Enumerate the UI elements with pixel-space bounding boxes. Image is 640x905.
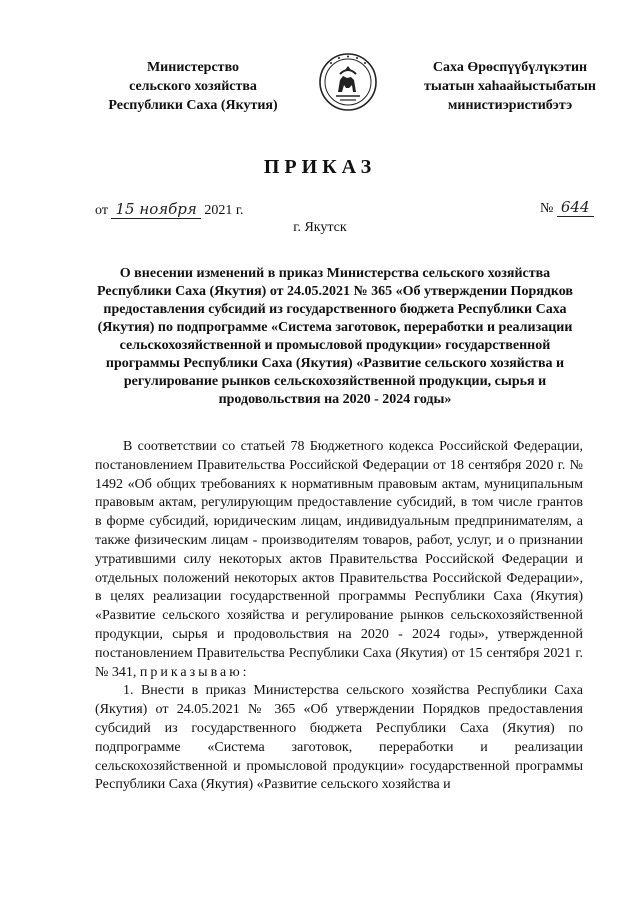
ministry-sakha-line: тыатын хаһаайыстыбатын bbox=[424, 79, 596, 94]
date-month: ноября bbox=[139, 200, 197, 218]
order-number bbox=[540, 198, 594, 217]
date-prefix: от bbox=[95, 203, 108, 218]
ministry-sakha-line: министиэристибэтэ bbox=[447, 98, 573, 113]
city: г. Якутск bbox=[293, 220, 347, 235]
paragraph-text: В соответствии со статьей 78 Бюджетного кодекса Российской Федерации, постановлением Правительства Российской Федерации от 18 сентября 2020 г. № 1492 «Об общих требованиях к нормативным правовым актам, муниципальным правовым актам, регулирующим предоставление субсидий, в том числе грантов в форме субсидий, юридическим лицам, индивидуальным предпринимателям, а также физическим лицам - производителям товаров, работ, услуг, и о признании утратившими силу некоторых актов Правительства Российской Федерации и отдельных положений некоторых актов Правительства Российской Федерации», в целях реализации государственной программы Республики Саха (Якутия) «Развитие сельского хозяйства и регулирование рынков сельскохозяйственной продукции, сырья и продовольствия на 2020 - 2024 годы», утвержденной постановлением Правительства Республики Саха (Якутия) от 15 сентября 2021 г. № 341, bbox=[95, 439, 583, 680]
ministry-ru-line: сельского хозяйства bbox=[129, 79, 257, 94]
ministry-ru-line: Министерство bbox=[146, 60, 240, 75]
order-word: приказываю: bbox=[139, 664, 250, 680]
sakha-coat-of-arms-icon bbox=[318, 52, 378, 112]
number-handwritten: 644 bbox=[557, 198, 594, 217]
ministry-ru-line: Республики Саха (Якутия) bbox=[108, 98, 278, 113]
paragraph bbox=[95, 438, 583, 682]
ministry-name-sakha bbox=[395, 58, 625, 115]
date-day: 15 bbox=[115, 200, 135, 218]
order-subject: О внесении изменений в приказ Министерства сельского хозяйства Республики Саха (Якутия) от 24.05.2021 № 365 «Об утверждении Порядков предоставления субсидий из государственного бюджета Республики Саха (Якутия) по подпрограмме «Система заготовок, переработки и реализации сельскохозяйственной и промысловой продукции» государственной программы Республики Саха (Якутия) «Развитие сельского хозяйства и регулирование рынков сельскохозяйственной продукции, сырья и продовольствия на 2020 - 2024 годы» bbox=[97, 266, 573, 407]
order-body bbox=[95, 438, 583, 795]
ministry-sakha-line: Саха Өрөспүүбүлүкэтин bbox=[432, 60, 588, 75]
paragraph: 1. Внести в приказ Министерства сельского хозяйства Республики Саха (Якутия) от 24.05.2021 № 365 «Об утверждении Порядков предоставления субсидий из государственного бюджета Республики Саха (Якутия) по подпрограмме «Система заготовок, переработки и реализации сельскохозяйственной и промысловой продукции» государственной программы Республики Саха (Якутия) «Развитие сельского хозяйства и bbox=[95, 683, 583, 793]
date-handwritten bbox=[111, 200, 200, 219]
document-title: ПРИКАЗ bbox=[263, 156, 377, 178]
number-prefix: № bbox=[540, 201, 554, 216]
ministry-name-russian bbox=[88, 58, 298, 115]
order-date bbox=[95, 200, 244, 219]
date-year: 2021 г. bbox=[204, 203, 244, 218]
